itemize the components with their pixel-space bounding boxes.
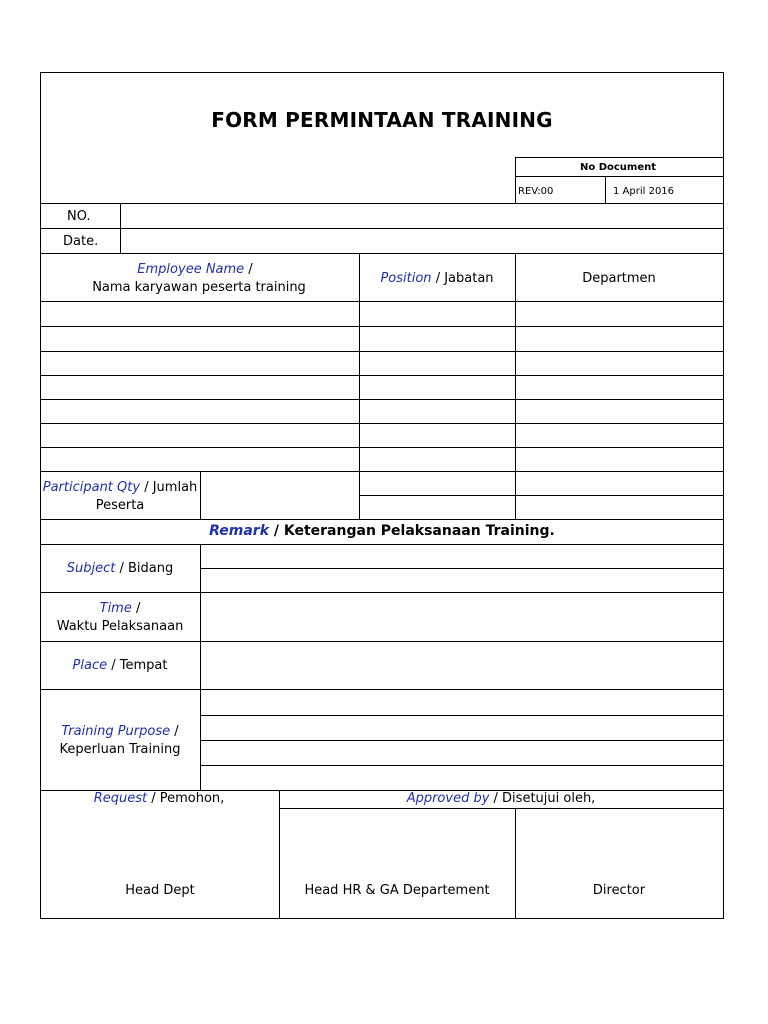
request-id: / Pemohon,: [147, 791, 225, 806]
no-label: NO.: [67, 209, 91, 224]
request-label: [94, 790, 225, 807]
doc-box-divider: [605, 176, 606, 203]
sig-divider-2: [515, 808, 516, 918]
subject-field-2[interactable]: [201, 569, 722, 591]
doc-box-mid: [515, 176, 723, 177]
purpose-field[interactable]: [201, 690, 722, 789]
remark-heading: [209, 523, 555, 540]
position-id: / Jabatan: [431, 271, 494, 286]
purpose-label-id: Keperluan Training: [59, 742, 181, 757]
participant-qty-label-2: Peserta: [95, 498, 145, 513]
col-divider-1: [359, 253, 360, 519]
place-label: [73, 657, 168, 674]
participant-qty-label: [43, 479, 198, 496]
place-field[interactable]: [201, 642, 722, 688]
grid-line: [40, 423, 723, 424]
participant-qty-field[interactable]: [201, 472, 358, 518]
place-id: / Tempat: [107, 658, 168, 673]
doc-date: 1 April 2016: [613, 186, 675, 197]
doc-box-left: [515, 157, 516, 203]
grid-line: [40, 399, 723, 400]
sig-director: Director: [592, 883, 646, 898]
sig-line: [279, 808, 723, 809]
grid-line: [40, 301, 723, 302]
date-label: Date.: [63, 234, 99, 249]
subject-id: / Bidang: [115, 561, 174, 576]
subject-field-1[interactable]: [201, 545, 722, 567]
purpose-sep: /: [170, 724, 179, 739]
place-en: Place: [72, 658, 108, 673]
grid-line: [40, 351, 723, 352]
participant-id1: / Jumlah: [140, 480, 198, 495]
date-field[interactable]: [121, 229, 721, 252]
approved-label: [407, 790, 596, 807]
grid-line: [40, 519, 723, 520]
remark-en: Remark: [209, 523, 270, 539]
grid-line: [40, 326, 723, 327]
no-field[interactable]: [121, 204, 721, 227]
doc-box-top: [515, 157, 723, 158]
purpose-en: Training Purpose: [61, 724, 171, 739]
approved-id: / Disetujui oleh,: [489, 791, 596, 806]
sig-head-dept: Head Dept: [125, 883, 195, 898]
sig-divider-1: [279, 790, 280, 918]
employee-sep: /: [244, 262, 253, 277]
employee-name-header-id: Nama karyawan peserta training: [92, 280, 306, 295]
time-label: [100, 600, 141, 617]
participant-en: Participant Qty: [42, 480, 141, 495]
subject-label: [67, 560, 174, 577]
doc-label: No Document: [579, 162, 657, 173]
purpose-label: [61, 723, 178, 740]
employee-en: Employee Name: [137, 262, 245, 277]
grid-line: [40, 471, 723, 472]
col-divider-2: [515, 253, 516, 519]
subject-en: Subject: [66, 561, 116, 576]
position-en: Position: [380, 271, 432, 286]
remark-id: / Keterangan Pelaksanaan Training.: [269, 523, 555, 539]
time-sep: /: [131, 601, 141, 616]
line-253: [40, 253, 723, 254]
doc-rev: REV:00: [518, 186, 554, 197]
request-en: Request: [93, 791, 148, 806]
department-header: Departmen: [582, 271, 656, 286]
grid-line: [40, 447, 723, 448]
form-title: FORM PERMINTAAN TRAINING: [211, 108, 553, 132]
position-header: [380, 270, 493, 287]
grid-line: [359, 495, 723, 496]
approved-en: Approved by: [406, 791, 490, 806]
employee-name-header-en: [137, 261, 252, 278]
sig-head-hr: Head HR & GA Departement: [304, 883, 490, 898]
time-en: Time: [99, 601, 132, 616]
time-label-id: Waktu Pelaksanaan: [56, 619, 184, 634]
time-field[interactable]: [201, 593, 722, 640]
grid-line: [40, 375, 723, 376]
